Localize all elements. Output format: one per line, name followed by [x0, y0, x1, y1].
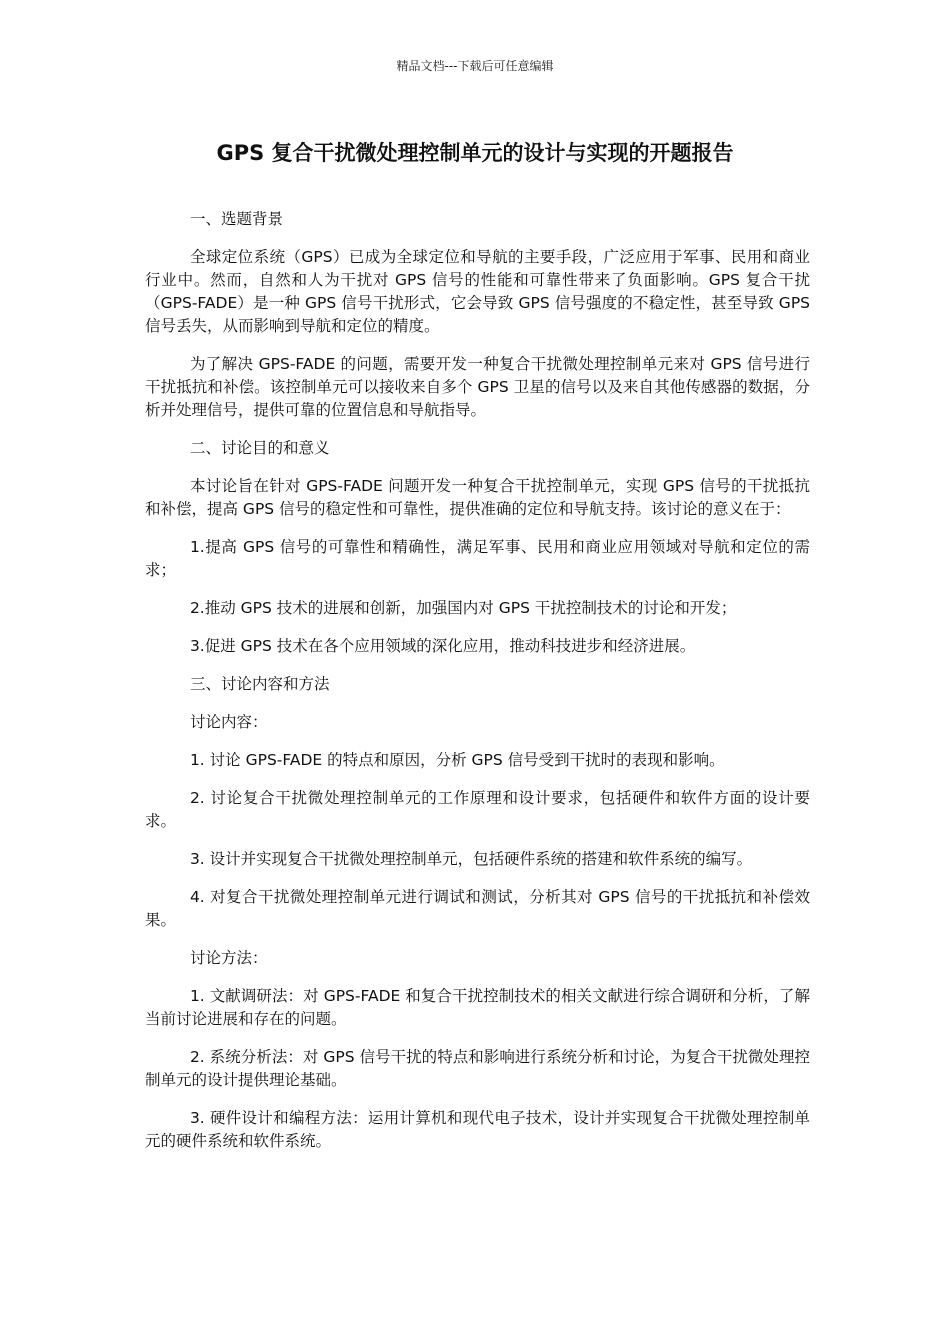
- list-item: 2.推动 GPS 技术的进展和创新，加强国内对 GPS 干扰控制技术的讨论和开发；: [189, 599, 737, 617]
- list-item: 4. 对复合干扰微处理控制单元进行调试和测试，分析其对 GPS 信号的干扰抵抗和补偿效果。: [145, 888, 810, 929]
- section-heading-purpose: 二、讨论目的和意义: [189, 439, 330, 457]
- subheading-methods: 讨论方法：: [189, 949, 268, 967]
- list-item: 1. 文献调研法：对 GPS-FADE 和复合干扰控制技术的相关文献进行综合调研和分析，了解当前讨论进展和存在的问题。: [145, 987, 810, 1028]
- subheading-content: 讨论内容：: [189, 713, 268, 731]
- document-title: GPS 复合干扰微处理控制单元的设计与实现的开题报告: [216, 141, 734, 165]
- paragraph: 全球定位系统（GPS）已成为全球定位和导航的主要手段，广泛应用于军事、民用和商业行业中。然而，自然和人为干扰对 GPS 信号的性能和可靠性带来了负面影响。GPS 复合干扰（GPS-FADE）是一种 GPS 信号干扰形式，它会导致 GPS 信号强度的不稳定性，甚至导致 GPS 信号丢失，从而影响到导航和定位的精度。: [145, 248, 810, 335]
- list-item: 1. 讨论 GPS-FADE 的特点和原因，分析 GPS 信号受到干扰时的表现和影响。: [189, 751, 725, 769]
- list-item: 3. 设计并实现复合干扰微处理控制单元，包括硬件系统的搭建和软件系统的编写。: [189, 850, 753, 868]
- paragraph: 本讨论旨在针对 GPS-FADE 问题开发一种复合干扰控制单元，实现 GPS 信号的干扰抵抗和补偿，提高 GPS 信号的稳定性和可靠性，提供准确的定位和导航支持。该讨论的意义在于：: [145, 477, 810, 518]
- list-item: 3. 硬件设计和编程方法：运用计算机和现代电子技术，设计并实现复合干扰微处理控制单元的硬件系统和软件系统。: [145, 1109, 810, 1150]
- list-item: 2. 讨论复合干扰微处理控制单元的工作原理和设计要求，包括硬件和软件方面的设计要求。: [145, 789, 810, 830]
- document-body: [145, 208, 810, 1168]
- list-item: 3.促进 GPS 技术在各个应用领域的深化应用，推动科技进步和经济进展。: [189, 637, 696, 655]
- page-header: 精品文档---下载后可任意编辑: [396, 59, 554, 73]
- section-heading-content-methods: 三、讨论内容和方法: [189, 675, 330, 693]
- paragraph: 为了解决 GPS-FADE 的问题，需要开发一种复合干扰微处理控制单元来对 GPS 信号进行干扰抵抗和补偿。该控制单元可以接收来自多个 GPS 卫星的信号以及来自其他传感器的数据，分析并处理信号，提供可靠的位置信息和导航指导。: [145, 355, 810, 419]
- section-heading-background: 一、选题背景: [189, 210, 283, 228]
- list-item: 2. 系统分析法：对 GPS 信号干扰的特点和影响进行系统分析和讨论，为复合干扰微处理控制单元的设计提供理论基础。: [145, 1048, 810, 1089]
- list-item: 1.提高 GPS 信号的可靠性和精确性，满足军事、民用和商业应用领域对导航和定位的需求；: [145, 538, 810, 579]
